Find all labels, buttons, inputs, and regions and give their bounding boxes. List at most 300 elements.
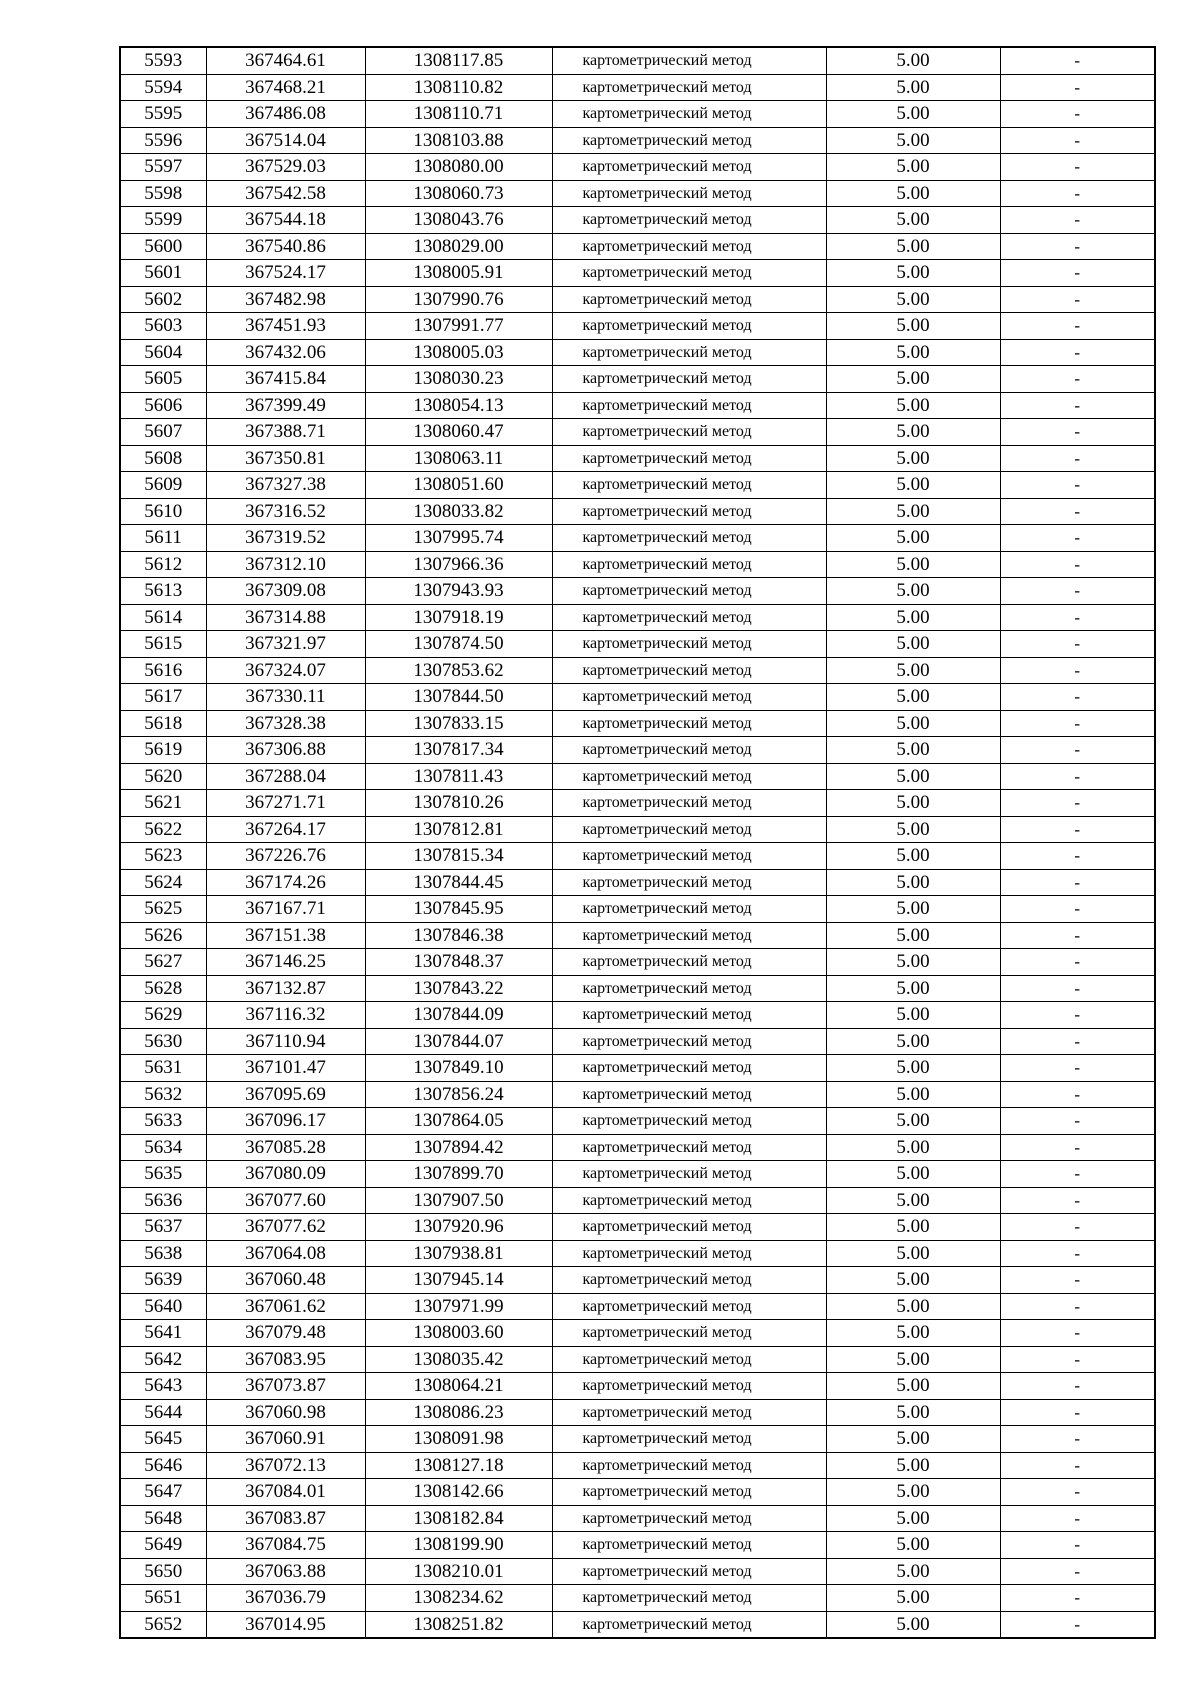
description-cell: - <box>1000 1081 1155 1108</box>
x-coordinate-cell: 367077.60 <box>206 1187 365 1214</box>
table-row <box>120 1240 1155 1267</box>
accuracy-cell: 5.00 <box>826 578 1000 605</box>
method-cell: картометрический метод <box>552 1267 826 1294</box>
method-cell: картометрический метод <box>552 233 826 260</box>
accuracy-cell: 5.00 <box>826 207 1000 234</box>
x-coordinate-cell: 367036.79 <box>206 1585 365 1612</box>
point-number-cell: 5606 <box>120 392 206 419</box>
point-number-cell: 5594 <box>120 74 206 101</box>
point-number-cell: 5597 <box>120 154 206 181</box>
table-row <box>120 1081 1155 1108</box>
method-cell: картометрический метод <box>552 869 826 896</box>
accuracy-cell: 5.00 <box>826 313 1000 340</box>
method-cell: картометрический метод <box>552 525 826 552</box>
table-row <box>120 551 1155 578</box>
method-cell: картометрический метод <box>552 445 826 472</box>
x-coordinate-cell: 367306.88 <box>206 737 365 764</box>
table-row <box>120 127 1155 154</box>
description-cell: - <box>1000 419 1155 446</box>
table-row <box>120 1187 1155 1214</box>
y-coordinate-cell: 1308199.90 <box>365 1532 552 1559</box>
accuracy-cell: 5.00 <box>826 472 1000 499</box>
point-number-cell: 5641 <box>120 1320 206 1347</box>
method-cell: картометрический метод <box>552 1426 826 1453</box>
x-coordinate-cell: 367330.11 <box>206 684 365 711</box>
point-number-cell: 5602 <box>120 286 206 313</box>
y-coordinate-cell: 1307833.15 <box>365 710 552 737</box>
y-coordinate-cell: 1308210.01 <box>365 1558 552 1585</box>
y-coordinate-cell: 1308005.91 <box>365 260 552 287</box>
accuracy-cell: 5.00 <box>826 1320 1000 1347</box>
y-coordinate-cell: 1307945.14 <box>365 1267 552 1294</box>
description-cell: - <box>1000 1161 1155 1188</box>
point-number-cell: 5638 <box>120 1240 206 1267</box>
x-coordinate-cell: 367350.81 <box>206 445 365 472</box>
description-cell: - <box>1000 1505 1155 1532</box>
point-number-cell: 5630 <box>120 1028 206 1055</box>
method-cell: картометрический метод <box>552 1479 826 1506</box>
point-number-cell: 5600 <box>120 233 206 260</box>
accuracy-cell: 5.00 <box>826 1081 1000 1108</box>
table-row <box>120 260 1155 287</box>
table-row <box>120 313 1155 340</box>
accuracy-cell: 5.00 <box>826 1346 1000 1373</box>
method-cell: картометрический метод <box>552 207 826 234</box>
table-row <box>120 1320 1155 1347</box>
point-number-cell: 5626 <box>120 922 206 949</box>
y-coordinate-cell: 1307843.22 <box>365 975 552 1002</box>
accuracy-cell: 5.00 <box>826 763 1000 790</box>
description-cell: - <box>1000 604 1155 631</box>
description-cell: - <box>1000 1028 1155 1055</box>
description-cell: - <box>1000 472 1155 499</box>
table-row <box>120 1293 1155 1320</box>
method-cell: картометрический метод <box>552 1028 826 1055</box>
point-number-cell: 5604 <box>120 339 206 366</box>
accuracy-cell: 5.00 <box>826 366 1000 393</box>
method-cell: картометрический метод <box>552 1081 826 1108</box>
point-number-cell: 5615 <box>120 631 206 658</box>
y-coordinate-cell: 1308054.13 <box>365 392 552 419</box>
description-cell: - <box>1000 286 1155 313</box>
point-number-cell: 5632 <box>120 1081 206 1108</box>
table-row <box>120 1505 1155 1532</box>
point-number-cell: 5611 <box>120 525 206 552</box>
y-coordinate-cell: 1307815.34 <box>365 843 552 870</box>
method-cell: картометрический метод <box>552 1346 826 1373</box>
x-coordinate-cell: 367084.75 <box>206 1532 365 1559</box>
accuracy-cell: 5.00 <box>826 1161 1000 1188</box>
y-coordinate-cell: 1308030.23 <box>365 366 552 393</box>
table-row <box>120 445 1155 472</box>
point-number-cell: 5639 <box>120 1267 206 1294</box>
method-cell: картометрический метод <box>552 1373 826 1400</box>
table-row <box>120 1055 1155 1082</box>
accuracy-cell: 5.00 <box>826 154 1000 181</box>
y-coordinate-cell: 1308110.82 <box>365 74 552 101</box>
x-coordinate-cell: 367486.08 <box>206 101 365 128</box>
y-coordinate-cell: 1307817.34 <box>365 737 552 764</box>
x-coordinate-cell: 367116.32 <box>206 1002 365 1029</box>
method-cell: картометрический метод <box>552 684 826 711</box>
x-coordinate-cell: 367083.95 <box>206 1346 365 1373</box>
description-cell: - <box>1000 127 1155 154</box>
point-number-cell: 5625 <box>120 896 206 923</box>
table-row <box>120 207 1155 234</box>
table-row <box>120 1373 1155 1400</box>
description-cell: - <box>1000 1452 1155 1479</box>
method-cell: картометрический метод <box>552 1108 826 1135</box>
y-coordinate-cell: 1308035.42 <box>365 1346 552 1373</box>
description-cell: - <box>1000 74 1155 101</box>
accuracy-cell: 5.00 <box>826 1293 1000 1320</box>
accuracy-cell: 5.00 <box>826 869 1000 896</box>
y-coordinate-cell: 1307991.77 <box>365 313 552 340</box>
table-row <box>120 578 1155 605</box>
y-coordinate-cell: 1308080.00 <box>365 154 552 181</box>
accuracy-cell: 5.00 <box>826 1214 1000 1241</box>
accuracy-cell: 5.00 <box>826 74 1000 101</box>
point-number-cell: 5616 <box>120 657 206 684</box>
accuracy-cell: 5.00 <box>826 339 1000 366</box>
method-cell: картометрический метод <box>552 419 826 446</box>
x-coordinate-cell: 367060.48 <box>206 1267 365 1294</box>
method-cell: картометрический метод <box>552 1161 826 1188</box>
table-row <box>120 684 1155 711</box>
y-coordinate-cell: 1308110.71 <box>365 101 552 128</box>
point-number-cell: 5642 <box>120 1346 206 1373</box>
x-coordinate-cell: 367514.04 <box>206 127 365 154</box>
method-cell: картометрический метод <box>552 949 826 976</box>
x-coordinate-cell: 367464.61 <box>206 47 365 74</box>
accuracy-cell: 5.00 <box>826 949 1000 976</box>
table-row <box>120 922 1155 949</box>
table-row <box>120 1214 1155 1241</box>
method-cell: картометрический метод <box>552 710 826 737</box>
point-number-cell: 5634 <box>120 1134 206 1161</box>
point-number-cell: 5628 <box>120 975 206 1002</box>
y-coordinate-cell: 1307848.37 <box>365 949 552 976</box>
x-coordinate-cell: 367321.97 <box>206 631 365 658</box>
description-cell: - <box>1000 525 1155 552</box>
table-row <box>120 1585 1155 1612</box>
method-cell: картометрический метод <box>552 843 826 870</box>
table-row <box>120 1346 1155 1373</box>
accuracy-cell: 5.00 <box>826 1558 1000 1585</box>
point-number-cell: 5622 <box>120 816 206 843</box>
accuracy-cell: 5.00 <box>826 1505 1000 1532</box>
point-number-cell: 5643 <box>120 1373 206 1400</box>
accuracy-cell: 5.00 <box>826 1452 1000 1479</box>
table-row <box>120 949 1155 976</box>
point-number-cell: 5605 <box>120 366 206 393</box>
accuracy-cell: 5.00 <box>826 604 1000 631</box>
x-coordinate-cell: 367309.08 <box>206 578 365 605</box>
point-number-cell: 5593 <box>120 47 206 74</box>
description-cell: - <box>1000 1134 1155 1161</box>
description-cell: - <box>1000 896 1155 923</box>
point-number-cell: 5649 <box>120 1532 206 1559</box>
y-coordinate-cell: 1308005.03 <box>365 339 552 366</box>
method-cell: картометрический метод <box>552 1399 826 1426</box>
x-coordinate-cell: 367327.38 <box>206 472 365 499</box>
description-cell: - <box>1000 498 1155 525</box>
accuracy-cell: 5.00 <box>826 419 1000 446</box>
table-row <box>120 1134 1155 1161</box>
accuracy-cell: 5.00 <box>826 286 1000 313</box>
accuracy-cell: 5.00 <box>826 445 1000 472</box>
point-number-cell: 5607 <box>120 419 206 446</box>
x-coordinate-cell: 367101.47 <box>206 1055 365 1082</box>
accuracy-cell: 5.00 <box>826 790 1000 817</box>
point-number-cell: 5631 <box>120 1055 206 1082</box>
method-cell: картометрический метод <box>552 604 826 631</box>
method-cell: картометрический метод <box>552 1134 826 1161</box>
table-row <box>120 604 1155 631</box>
y-coordinate-cell: 1307894.42 <box>365 1134 552 1161</box>
x-coordinate-cell: 367312.10 <box>206 551 365 578</box>
x-coordinate-cell: 367388.71 <box>206 419 365 446</box>
table-row <box>120 790 1155 817</box>
description-cell: - <box>1000 1585 1155 1612</box>
description-cell: - <box>1000 1002 1155 1029</box>
table-row <box>120 1399 1155 1426</box>
y-coordinate-cell: 1307874.50 <box>365 631 552 658</box>
table-row <box>120 498 1155 525</box>
x-coordinate-cell: 367072.13 <box>206 1452 365 1479</box>
description-cell: - <box>1000 180 1155 207</box>
table-row <box>120 180 1155 207</box>
y-coordinate-cell: 1307810.26 <box>365 790 552 817</box>
accuracy-cell: 5.00 <box>826 1611 1000 1638</box>
y-coordinate-cell: 1307844.07 <box>365 1028 552 1055</box>
x-coordinate-cell: 367529.03 <box>206 154 365 181</box>
accuracy-cell: 5.00 <box>826 710 1000 737</box>
method-cell: картометрический метод <box>552 1505 826 1532</box>
x-coordinate-cell: 367063.88 <box>206 1558 365 1585</box>
y-coordinate-cell: 1308063.11 <box>365 445 552 472</box>
description-cell: - <box>1000 922 1155 949</box>
method-cell: картометрический метод <box>552 790 826 817</box>
accuracy-cell: 5.00 <box>826 843 1000 870</box>
table-row <box>120 419 1155 446</box>
accuracy-cell: 5.00 <box>826 1240 1000 1267</box>
method-cell: картометрический метод <box>552 1002 826 1029</box>
y-coordinate-cell: 1308043.76 <box>365 207 552 234</box>
y-coordinate-cell: 1308103.88 <box>365 127 552 154</box>
method-cell: картометрический метод <box>552 313 826 340</box>
point-number-cell: 5610 <box>120 498 206 525</box>
y-coordinate-cell: 1307853.62 <box>365 657 552 684</box>
accuracy-cell: 5.00 <box>826 1028 1000 1055</box>
table-row <box>120 1161 1155 1188</box>
x-coordinate-cell: 367084.01 <box>206 1479 365 1506</box>
y-coordinate-cell: 1308091.98 <box>365 1426 552 1453</box>
accuracy-cell: 5.00 <box>826 684 1000 711</box>
y-coordinate-cell: 1308086.23 <box>365 1399 552 1426</box>
y-coordinate-cell: 1308182.84 <box>365 1505 552 1532</box>
y-coordinate-cell: 1307920.96 <box>365 1214 552 1241</box>
accuracy-cell: 5.00 <box>826 101 1000 128</box>
accuracy-cell: 5.00 <box>826 922 1000 949</box>
accuracy-cell: 5.00 <box>826 127 1000 154</box>
point-number-cell: 5651 <box>120 1585 206 1612</box>
table-row <box>120 1532 1155 1559</box>
table-row <box>120 154 1155 181</box>
description-cell: - <box>1000 551 1155 578</box>
x-coordinate-cell: 367264.17 <box>206 816 365 843</box>
table-row <box>120 392 1155 419</box>
point-number-cell: 5619 <box>120 737 206 764</box>
description-cell: - <box>1000 1055 1155 1082</box>
table-row <box>120 710 1155 737</box>
point-number-cell: 5609 <box>120 472 206 499</box>
table-row <box>120 1452 1155 1479</box>
table-row <box>120 472 1155 499</box>
point-number-cell: 5613 <box>120 578 206 605</box>
description-cell: - <box>1000 339 1155 366</box>
x-coordinate-cell: 367085.28 <box>206 1134 365 1161</box>
description-cell: - <box>1000 1532 1155 1559</box>
method-cell: картометрический метод <box>552 975 826 1002</box>
method-cell: картометрический метод <box>552 631 826 658</box>
description-cell: - <box>1000 366 1155 393</box>
point-number-cell: 5635 <box>120 1161 206 1188</box>
y-coordinate-cell: 1308060.73 <box>365 180 552 207</box>
description-cell: - <box>1000 260 1155 287</box>
table-row <box>120 101 1155 128</box>
y-coordinate-cell: 1307899.70 <box>365 1161 552 1188</box>
y-coordinate-cell: 1308251.82 <box>365 1611 552 1638</box>
description-cell: - <box>1000 1399 1155 1426</box>
method-cell: картометрический метод <box>552 339 826 366</box>
point-number-cell: 5645 <box>120 1426 206 1453</box>
accuracy-cell: 5.00 <box>826 525 1000 552</box>
method-cell: картометрический метод <box>552 1293 826 1320</box>
x-coordinate-cell: 367077.62 <box>206 1214 365 1241</box>
x-coordinate-cell: 367061.62 <box>206 1293 365 1320</box>
accuracy-cell: 5.00 <box>826 631 1000 658</box>
point-number-cell: 5612 <box>120 551 206 578</box>
y-coordinate-cell: 1307966.36 <box>365 551 552 578</box>
description-cell: - <box>1000 1240 1155 1267</box>
method-cell: картометрический метод <box>552 657 826 684</box>
accuracy-cell: 5.00 <box>826 1134 1000 1161</box>
point-number-cell: 5617 <box>120 684 206 711</box>
method-cell: картометрический метод <box>552 737 826 764</box>
x-coordinate-cell: 367524.17 <box>206 260 365 287</box>
x-coordinate-cell: 367544.18 <box>206 207 365 234</box>
point-number-cell: 5644 <box>120 1399 206 1426</box>
x-coordinate-cell: 367415.84 <box>206 366 365 393</box>
point-number-cell: 5596 <box>120 127 206 154</box>
description-cell: - <box>1000 1346 1155 1373</box>
x-coordinate-cell: 367319.52 <box>206 525 365 552</box>
description-cell: - <box>1000 790 1155 817</box>
table-row <box>120 1611 1155 1638</box>
x-coordinate-cell: 367468.21 <box>206 74 365 101</box>
x-coordinate-cell: 367083.87 <box>206 1505 365 1532</box>
point-number-cell: 5640 <box>120 1293 206 1320</box>
description-cell: - <box>1000 1108 1155 1135</box>
method-cell: картометрический метод <box>552 816 826 843</box>
method-cell: картометрический метод <box>552 1611 826 1638</box>
x-coordinate-cell: 367314.88 <box>206 604 365 631</box>
x-coordinate-cell: 367451.93 <box>206 313 365 340</box>
table-row <box>120 869 1155 896</box>
point-number-cell: 5598 <box>120 180 206 207</box>
table-row <box>120 233 1155 260</box>
table-row <box>120 816 1155 843</box>
accuracy-cell: 5.00 <box>826 1108 1000 1135</box>
y-coordinate-cell: 1307844.45 <box>365 869 552 896</box>
point-number-cell: 5648 <box>120 1505 206 1532</box>
point-number-cell: 5614 <box>120 604 206 631</box>
table-row <box>120 47 1155 74</box>
x-coordinate-cell: 367226.76 <box>206 843 365 870</box>
x-coordinate-cell: 367288.04 <box>206 763 365 790</box>
point-number-cell: 5599 <box>120 207 206 234</box>
y-coordinate-cell: 1308064.21 <box>365 1373 552 1400</box>
description-cell: - <box>1000 737 1155 764</box>
table-row <box>120 74 1155 101</box>
method-cell: картометрический метод <box>552 101 826 128</box>
description-cell: - <box>1000 1426 1155 1453</box>
accuracy-cell: 5.00 <box>826 260 1000 287</box>
method-cell: картометрический метод <box>552 1585 826 1612</box>
accuracy-cell: 5.00 <box>826 233 1000 260</box>
y-coordinate-cell: 1308029.00 <box>365 233 552 260</box>
coordinates-table <box>119 46 1156 1639</box>
description-cell: - <box>1000 1214 1155 1241</box>
y-coordinate-cell: 1307943.93 <box>365 578 552 605</box>
point-number-cell: 5608 <box>120 445 206 472</box>
table-row <box>120 366 1155 393</box>
table-row <box>120 737 1155 764</box>
method-cell: картометрический метод <box>552 578 826 605</box>
y-coordinate-cell: 1307990.76 <box>365 286 552 313</box>
accuracy-cell: 5.00 <box>826 657 1000 684</box>
y-coordinate-cell: 1307856.24 <box>365 1081 552 1108</box>
x-coordinate-cell: 367482.98 <box>206 286 365 313</box>
method-cell: картометрический метод <box>552 154 826 181</box>
description-cell: - <box>1000 684 1155 711</box>
accuracy-cell: 5.00 <box>826 896 1000 923</box>
table-row <box>120 975 1155 1002</box>
description-cell: - <box>1000 657 1155 684</box>
table-row <box>120 339 1155 366</box>
accuracy-cell: 5.00 <box>826 551 1000 578</box>
description-cell: - <box>1000 392 1155 419</box>
table-row <box>120 1028 1155 1055</box>
method-cell: картометрический метод <box>552 286 826 313</box>
point-number-cell: 5637 <box>120 1214 206 1241</box>
x-coordinate-cell: 367271.71 <box>206 790 365 817</box>
x-coordinate-cell: 367080.09 <box>206 1161 365 1188</box>
description-cell: - <box>1000 975 1155 1002</box>
y-coordinate-cell: 1307995.74 <box>365 525 552 552</box>
point-number-cell: 5652 <box>120 1611 206 1638</box>
description-cell: - <box>1000 313 1155 340</box>
y-coordinate-cell: 1308142.66 <box>365 1479 552 1506</box>
x-coordinate-cell: 367064.08 <box>206 1240 365 1267</box>
x-coordinate-cell: 367328.38 <box>206 710 365 737</box>
accuracy-cell: 5.00 <box>826 47 1000 74</box>
description-cell: - <box>1000 101 1155 128</box>
x-coordinate-cell: 367151.38 <box>206 922 365 949</box>
point-number-cell: 5620 <box>120 763 206 790</box>
description-cell: - <box>1000 631 1155 658</box>
